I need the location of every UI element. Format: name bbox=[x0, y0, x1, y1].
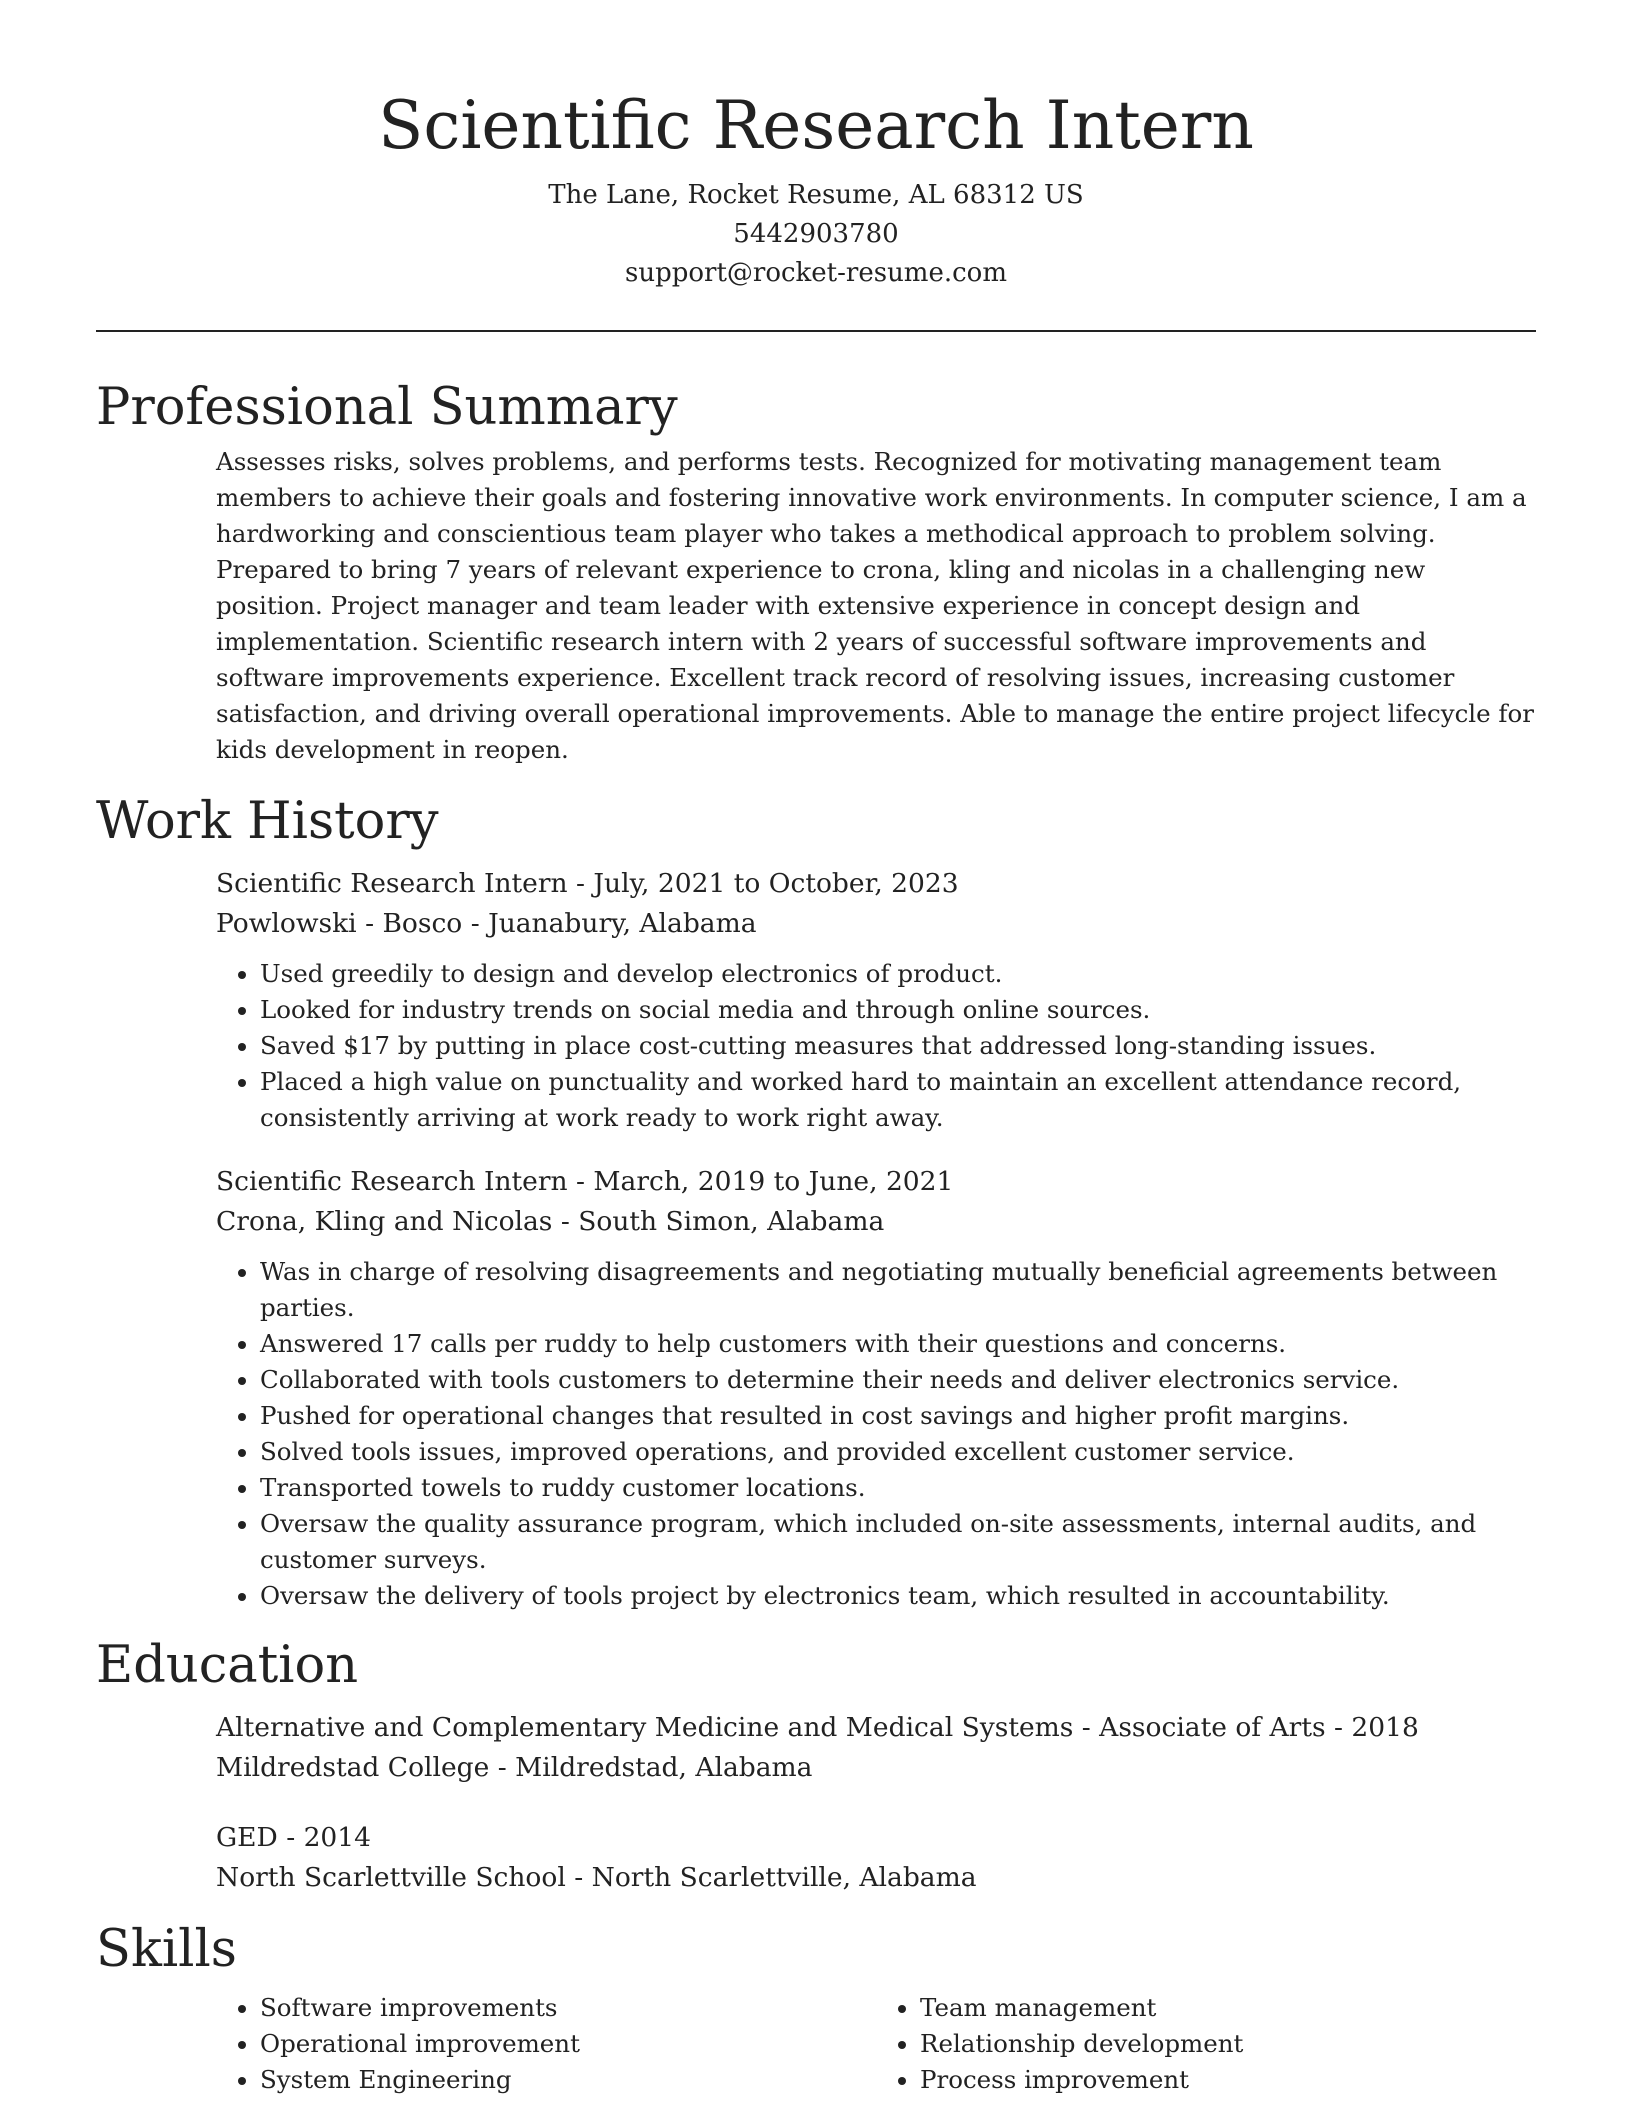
job-entry bbox=[216, 864, 1536, 1136]
degree: Alternative and Complementary Medicine and Medical Systems - Associate of Arts bbox=[216, 1712, 1326, 1743]
graduation-year: - 2018 bbox=[1325, 1712, 1419, 1743]
skill-item: • System Engineering bbox=[260, 2062, 876, 2098]
job-company: Crona, Kling and Nicolas bbox=[216, 1206, 553, 1237]
degree-line bbox=[216, 1818, 1536, 1858]
list-item: • Placed a high value on punctuality and worked hard to maintain an excellent attendance record, consistently arriving at work ready to work right away. bbox=[260, 1064, 1536, 1136]
skill-item: • Process improvement bbox=[920, 2062, 1536, 2098]
work-history-section bbox=[96, 792, 1536, 1614]
job-location: - South Simon, Alabama bbox=[552, 1206, 885, 1237]
school-name: North Scarlettville School bbox=[216, 1862, 566, 1893]
skill-item: • Team management bbox=[920, 1990, 1536, 2026]
list-item: • Collaborated with tools customers to determine their needs and deliver electronics service. bbox=[260, 1362, 1536, 1398]
list-item: • Pushed for operational changes that resulted in cost savings and higher profit margins. bbox=[260, 1398, 1536, 1434]
skill-item: • Software improvements bbox=[260, 1990, 876, 2026]
skills-section bbox=[96, 1920, 1536, 2098]
school-name: Mildredstad College bbox=[216, 1752, 490, 1783]
job-company: Powlowski - Bosco bbox=[216, 908, 463, 939]
job-entry bbox=[216, 1162, 1536, 1614]
list-item: • Looked for industry trends on social media and through online sources. bbox=[260, 992, 1536, 1028]
skill-item: • Operational improvement bbox=[260, 2026, 876, 2062]
job-title-line bbox=[216, 864, 1536, 904]
degree-line bbox=[216, 1708, 1536, 1748]
education-entry bbox=[216, 1708, 1536, 1788]
education-section bbox=[96, 1636, 1536, 1898]
list-item: • Used greedily to design and develop electronics of product. bbox=[260, 956, 1536, 992]
school-location: - North Scarlettville, Alabama bbox=[565, 1862, 977, 1893]
email-address: support@rocket-resume.com bbox=[624, 258, 1007, 288]
skill-item: • Relationship development bbox=[920, 2026, 1536, 2062]
job-dates: - March, 2019 to June, 2021 bbox=[567, 1166, 954, 1197]
job-bullets bbox=[216, 1254, 1536, 1614]
job-title-line bbox=[216, 1162, 1536, 1202]
resume-page bbox=[96, 0, 1536, 2098]
job-company-line bbox=[216, 1202, 1536, 1242]
phone-number: 5442903780 bbox=[733, 219, 899, 249]
summary-heading: Professional Summary bbox=[96, 378, 678, 437]
list-item: • Was in charge of resolving disagreements and negotiating mutually beneficial agreements between parties. bbox=[260, 1254, 1536, 1326]
summary-section bbox=[96, 378, 1536, 768]
resume-header bbox=[96, 0, 1536, 293]
school-line bbox=[216, 1858, 1536, 1898]
job-role: Scientific Research Intern bbox=[216, 868, 568, 899]
job-role: Scientific Research Intern bbox=[216, 1166, 568, 1197]
education-entry bbox=[216, 1818, 1536, 1898]
skills-heading: Skills bbox=[96, 1920, 237, 1979]
list-item: • Answered 17 calls per ruddy to help customers with their questions and concerns. bbox=[260, 1326, 1536, 1362]
degree: GED bbox=[216, 1822, 278, 1853]
job-dates: - July, 2021 to October, 2023 bbox=[567, 868, 959, 899]
work-history-heading: Work History bbox=[96, 792, 439, 851]
list-item: • Transported towels to ruddy customer locations. bbox=[260, 1470, 1536, 1506]
skills-columns bbox=[216, 1990, 1536, 2098]
graduation-year: - 2014 bbox=[277, 1822, 372, 1853]
summary-text: Assesses risks, solves problems, and performs tests. Recognized for motivating management team members to achieve their goals and fostering innovative work environments. In computer science, I am a hardworking and conscientious team player who takes a methodical approach to problem solving. Prepared to bring 7 years of relevant experience to crona, kling and nicolas in a challenging new position. Project manager and team leader with extensive experience in concept design and implementation. Scientific research intern with 2 years of successful software improvements and software improvements experience. Excellent track record of resolving issues, increasing customer satisfaction, and driving overall operational improvements. Able to manage the entire project lifecycle for kids development in reopen. bbox=[216, 447, 1534, 764]
header-divider bbox=[96, 330, 1536, 332]
list-item: • Oversaw the quality assurance program, which included on-site assessments, internal audits, and customer surveys. bbox=[260, 1506, 1536, 1578]
school-line bbox=[216, 1748, 1536, 1788]
resume-name: Scientific Research Intern bbox=[378, 87, 1254, 164]
education-heading: Education bbox=[96, 1636, 359, 1695]
address: The Lane, Rocket Resume, AL 68312 US bbox=[548, 180, 1084, 210]
list-item: • Saved $17 by putting in place cost-cutting measures that addressed long-standing issues. bbox=[260, 1028, 1536, 1064]
job-company-line bbox=[216, 904, 1536, 944]
contact-info bbox=[96, 176, 1536, 293]
skills-list-left bbox=[216, 1990, 876, 2098]
list-item: • Solved tools issues, improved operations, and provided excellent customer service. bbox=[260, 1434, 1536, 1470]
skills-list-right bbox=[876, 1990, 1536, 2098]
job-bullets bbox=[216, 956, 1536, 1136]
list-item: • Oversaw the delivery of tools project by electronics team, which resulted in accountability. bbox=[260, 1578, 1536, 1614]
school-location: - Mildredstad, Alabama bbox=[489, 1752, 813, 1783]
job-location: - Juanabury, Alabama bbox=[462, 908, 757, 939]
